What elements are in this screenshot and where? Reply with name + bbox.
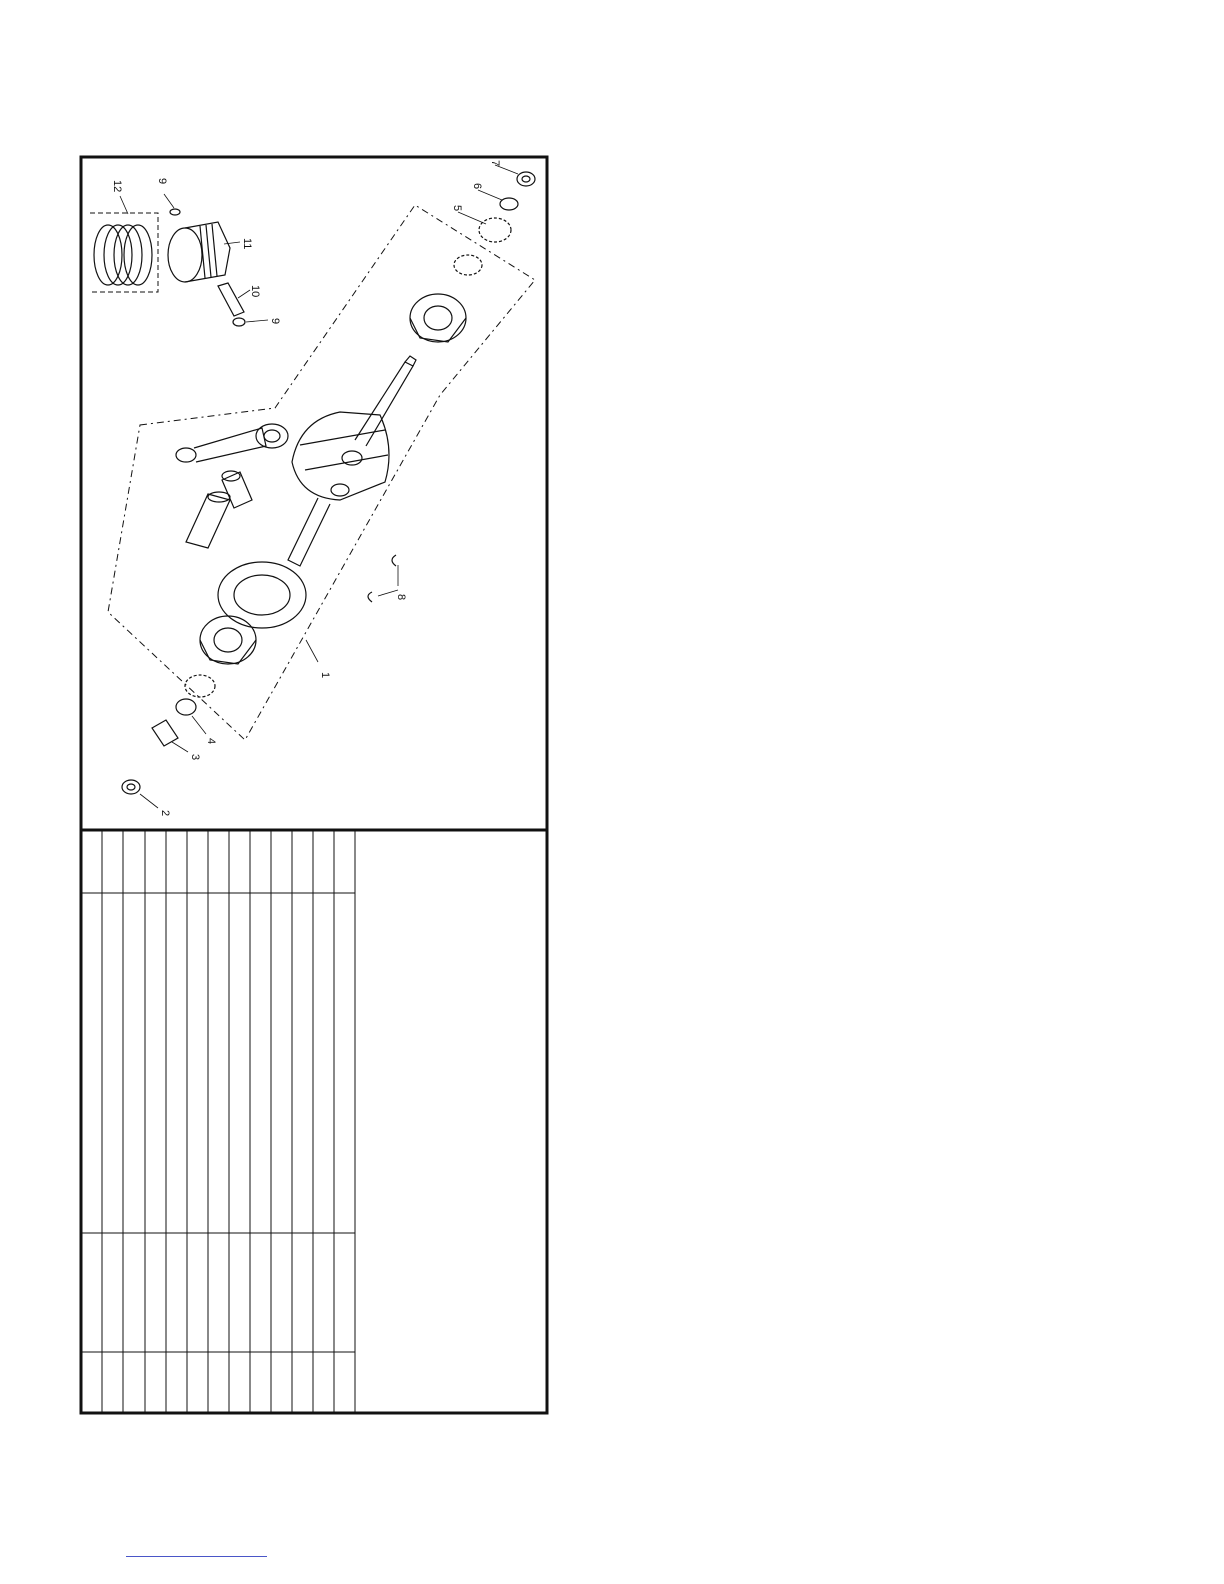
nut-part-2 [122,780,140,794]
footer-link-underline[interactable] [126,1556,267,1557]
callout-8: 8 [395,594,407,601]
callout-9-upper: 9 [156,178,168,185]
callout-3: 3 [189,754,201,761]
sprocket-upper [454,255,482,275]
exploded-diagram [90,165,535,808]
needle-bearing [222,471,252,508]
callout-10: 10 [249,285,261,298]
thrust-washer [218,562,306,628]
crankshaft-assembly-outline [108,205,535,740]
crankshaft [288,356,416,566]
callout-9-lower: 9 [269,318,281,325]
callout-2: 2 [159,810,171,817]
gear-part-5 [479,218,511,242]
main-bearing-upper [410,294,466,342]
figure-frame [81,157,547,1413]
piston [168,222,230,282]
callout-1: 1 [319,672,331,679]
key-part-3 [152,720,178,746]
leader-lines [120,165,518,808]
crank-pin [186,492,230,548]
connecting-rod [176,424,288,462]
callout-7: 7 [489,160,501,167]
callout-11: 11 [241,238,253,250]
callout-5: 5 [451,205,463,212]
callout-4: 4 [205,738,217,745]
callout-6: 6 [471,183,483,190]
circlip-lower [233,318,245,326]
clip-part-8b [392,555,396,566]
main-bearing-lower [200,616,256,664]
circlip-upper [170,209,180,215]
piston-pin [218,283,244,316]
callout-12: 12 [111,180,123,193]
parts-table [81,830,355,1413]
clip-part-8a [368,592,372,602]
washer-part-4 [176,699,196,715]
washer-part-6 [500,198,518,210]
sprocket-lower [185,675,215,697]
piston-rings [94,225,152,285]
nut-part-7 [517,172,535,186]
